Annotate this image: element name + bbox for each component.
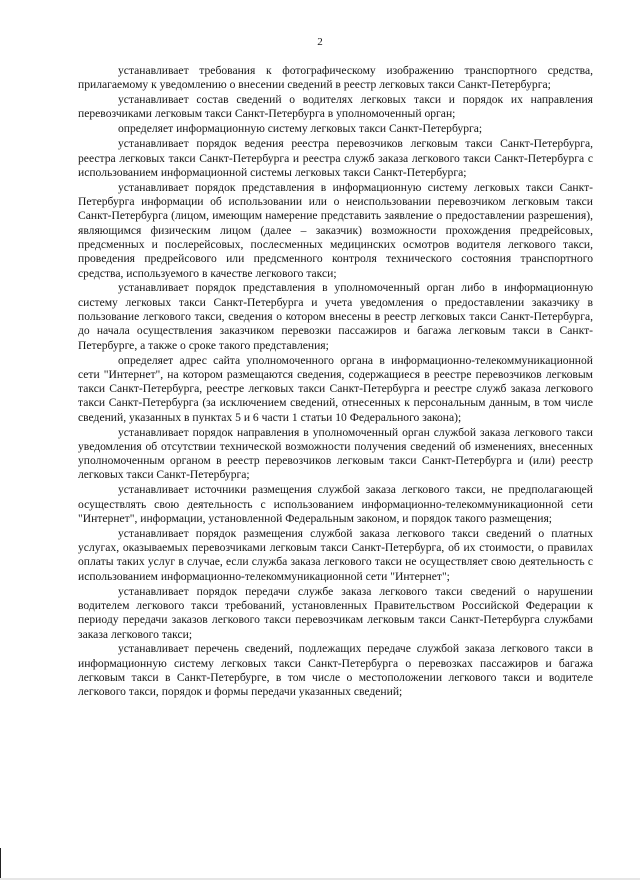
paragraph-violation-reports: устанавливает порядок передачи службе заказа легкового такси сведений о нарушении водителем легкового такси требований, установленных Правительством Российской Федерации к периоду передачи заказов легкового такси перевозчикам легковым такси Санкт-Петербурга службами заказа легкового такси;	[78, 584, 593, 641]
paragraph-driver-info: устанавливает состав сведений о водителях легковых такси и порядок их направления перевозчиками легковым такси Санкт-Петербурга в уполномоченный орган;	[78, 93, 593, 121]
document-body	[78, 64, 593, 700]
paragraph-photo-requirements: устанавливает требования к фотографическому изображению транспортного средства, прилагаемому к уведомлению о внесении сведений в реестр легковых такси Санкт-Петербурга;	[78, 64, 593, 92]
paragraph-offline-sources: устанавливает источники размещения службой заказа легкового такси, не предполагающей осуществлять свою деятельность с использованием информационно-телекоммуникационной сети "Интернет", информации, установленной Федеральным законом, и порядок такого размещения;	[78, 483, 593, 525]
scan-edge-mark	[0, 848, 1, 880]
paragraph-transfer-list: устанавливает перечень сведений, подлежащих передаче службой заказа легкового такси в информационную систему легковых такси Санкт-Петербурга о перевозках пассажиров и багажа легковым такси в Санкт-Петербурге, в том числе о местоположении легкового такси и водителе легкового такси, порядок и формы передачи указанных сведений;	[78, 642, 593, 699]
paragraph-technical-notice: устанавливает порядок направления в уполномоченный орган службой заказа легкового такси уведомления об отсутствии технической возможности получения сведений об изменениях, внесенных уполномоченным органом в реестр перевозчиков легковым такси Санкт-Петербурга и (или) реестр легковых такси Санкт-Петербурга;	[78, 425, 593, 482]
paragraph-medical-checks: устанавливает порядок представления в информационную систему легковых такси Санкт-Петербурга информации об использовании или о неиспользовании перевозчиком легковым такси Санкт-Петербурга (лицом, имеющим намерение представить заявление о предоставлении разрешения), являющимся физическим лицом (далее – заказчик) возможности прохождения предрейсовых, предсменных и послерейсовых, послесменных медицинских осмотров водителя легкового такси, проведения предрейсового или предсменного контроля технического состояния транспортного средства, используемого в качестве легкового такси;	[78, 180, 593, 280]
paragraph-registry-keeping: устанавливает порядок ведения реестра перевозчиков легковым такси Санкт-Петербурга, реестра легковых такси Санкт-Петербурга и реестра служб заказа легкового такси Санкт-Петербурга с использованием информационной системы легковых такси Санкт-Петербурга;	[78, 137, 593, 179]
paragraph-notification-order: устанавливает порядок представления в уполномоченный орган либо в информационную систему легковых такси Санкт-Петербурга и учета уведомления о предоставлении заказчику в пользование легкового такси, сведения о котором внесены в реестр легковых такси Санкт-Петербурга, до начала осуществления заказчиком перевозки пассажиров и багажа легковым такси в Санкт-Петербурге, а также о сроке такого представления;	[78, 281, 593, 352]
paragraph-website-address: определяет адрес сайта уполномоченного органа в информационно-телекоммуникационной сети "Интернет", на котором размещаются сведения, содержащиеся в реестре перевозчиков легковым такси Санкт-Петербурга, реестре легковых такси Санкт-Петербурга и реестре служб заказа легкового такси Санкт-Петербурга (за исключением сведений, отнесенных к персональным данным, в том числе сведений, указанных в пунктах 5 и 6 части 1 статьи 10 Федерального закона);	[78, 353, 593, 424]
paragraph-paid-services: устанавливает порядок размещения службой заказа легкового такси сведений о платных услугах, оказываемых перевозчиками легковым такси Санкт-Петербурга, об их стоимости, о правилах оплаты таких услуг в случае, если служба заказа легкового такси не осуществляет свою деятельность с использованием информационно-телекоммуникационной сети "Интернет";	[78, 526, 593, 583]
paragraph-info-system: определяет информационную систему легковых такси Санкт-Петербурга;	[118, 122, 483, 136]
page-number: 2	[317, 36, 323, 48]
